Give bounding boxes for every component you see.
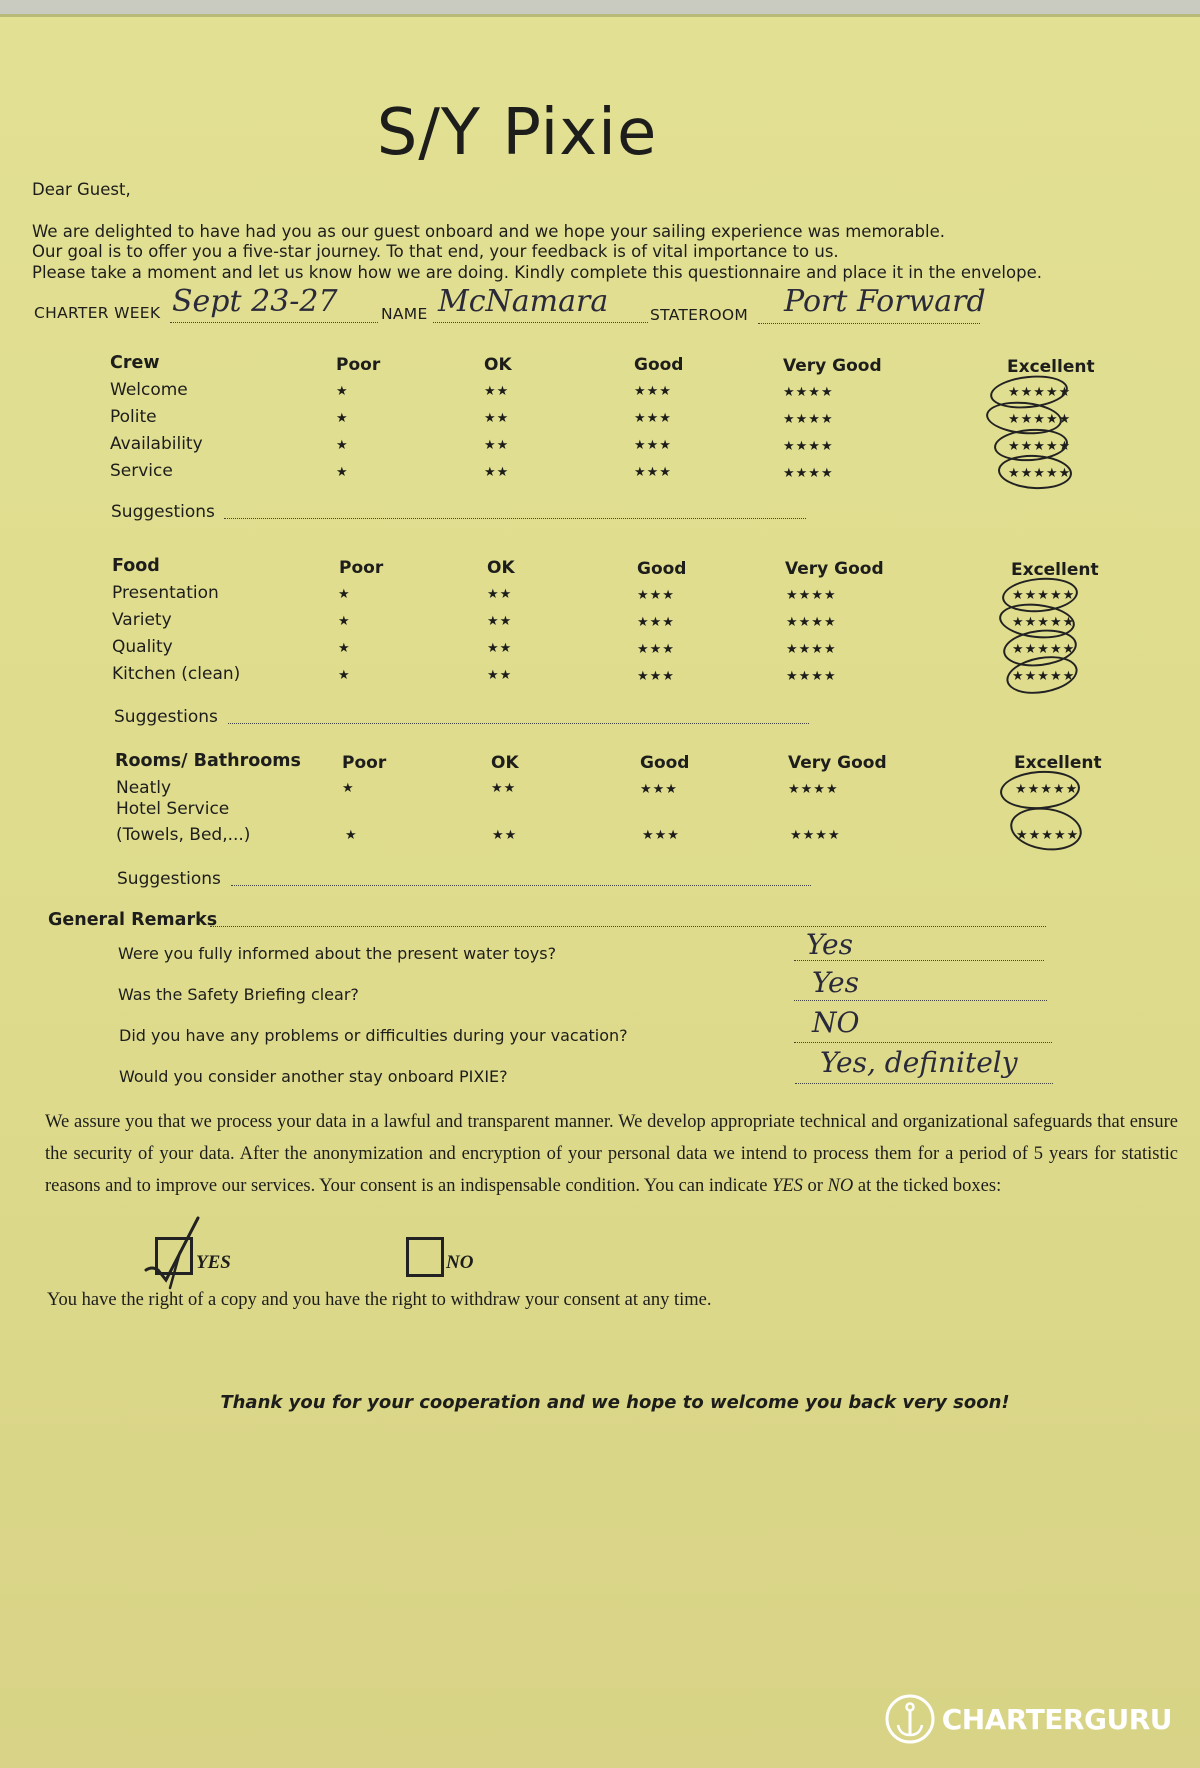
rooms-col-very-good: Very Good — [788, 753, 887, 773]
rating-stars: ★★★ — [637, 588, 675, 603]
food-col-very-good: Very Good — [785, 559, 884, 579]
rating-stars: ★★ — [492, 828, 518, 843]
privacy-text: We assure you that we process your data in a lawful and transparent manner. We develop appropriate technical and organizational safeguards that ensure the security of your data. After the anonymization and encryption of your personal data we intend to process them for a period of 5 years for statistic reasons and to improve our services. Your consent is an indispensable condition. You can indicate — [45, 1112, 1178, 1196]
rating-stars: ★★★★ — [783, 412, 834, 427]
rating-stars: ★★★★★ — [1012, 615, 1076, 630]
food-suggestions-label: Suggestions — [114, 707, 218, 727]
food-item: Presentation — [112, 583, 219, 603]
rating-stars: ★ — [336, 384, 349, 399]
rating-stars: ★★★★★ — [1015, 782, 1079, 797]
stateroom-label: STATEROOM — [650, 306, 749, 324]
rating-stars: ★★★★ — [786, 669, 837, 684]
rating-stars: ★★★★★ — [1012, 669, 1076, 684]
question: Were you fully informed about the present water toys? — [118, 944, 557, 963]
rating-stars: ★★★ — [634, 438, 672, 453]
rating-stars: ★ — [338, 668, 351, 683]
charter-week-value: Sept 23-27 — [172, 284, 338, 319]
rating-stars: ★★★★★ — [1016, 828, 1080, 843]
rating-stars: ★ — [336, 411, 349, 426]
rating-stars: ★★★★ — [786, 642, 837, 657]
crew-suggestions-line — [224, 518, 806, 519]
rating-stars: ★★ — [487, 641, 513, 656]
crew-col-poor: Poor — [336, 355, 381, 375]
rooms-header: Rooms/ Bathrooms — [115, 751, 301, 771]
rating-stars: ★★★ — [634, 384, 672, 399]
food-col-poor: Poor — [339, 558, 384, 578]
rating-stars: ★ — [345, 828, 358, 843]
rating-stars: ★★★ — [634, 465, 672, 480]
answer-handwritten: Yes, definitely — [820, 1046, 1018, 1079]
answer-handwritten: Yes — [812, 966, 859, 999]
rating-stars: ★ — [338, 614, 351, 629]
food-col-excellent: Excellent — [1011, 560, 1099, 580]
crew-item: Polite — [110, 407, 157, 427]
rooms-item: Hotel Service — [116, 799, 230, 819]
privacy-ticked-text: at the ticked boxes: — [853, 1176, 1002, 1196]
rooms-item: (Towels, Bed,...) — [116, 825, 251, 845]
rating-stars: ★★★ — [637, 642, 675, 657]
general-remarks-line — [210, 926, 1046, 927]
rating-stars: ★★★★ — [783, 439, 834, 454]
rating-stars: ★ — [336, 438, 349, 453]
rating-stars: ★ — [338, 641, 351, 656]
rating-stars: ★★★★ — [788, 782, 839, 797]
rating-stars: ★★ — [487, 614, 513, 629]
crew-col-very-good: Very Good — [783, 356, 882, 376]
anchor-logo-icon — [884, 1693, 936, 1745]
food-item: Kitchen (clean) — [112, 664, 241, 684]
rating-stars: ★ — [338, 587, 351, 602]
charter-week-line — [170, 322, 378, 323]
name-line — [433, 322, 648, 323]
rating-stars: ★★★ — [642, 828, 680, 843]
name-value: McNamara — [438, 284, 609, 319]
rating-stars: ★★★★★ — [1008, 385, 1072, 400]
rating-stars: ★★★★★ — [1008, 466, 1072, 481]
rating-stars: ★★ — [484, 411, 510, 426]
rooms-item: Neatly — [116, 778, 172, 798]
question: Did you have any problems or difficulties during your vacation? — [119, 1026, 628, 1045]
rating-stars: ★★★ — [637, 669, 675, 684]
crew-item: Welcome — [110, 380, 188, 400]
rating-stars: ★★★★ — [783, 385, 834, 400]
crew-header: Crew — [110, 353, 160, 373]
rating-stars: ★ — [336, 465, 349, 480]
rating-stars: ★★ — [491, 781, 517, 796]
intro-line-3: Please take a moment and let us know how we are doing. Kindly complete this questionnaire and place it in the envelope. — [32, 263, 1042, 282]
stateroom-value: Port Forward — [784, 284, 986, 319]
consent-no-checkbox[interactable] — [406, 1237, 444, 1277]
rooms-col-good: Good — [640, 753, 690, 773]
rating-stars: ★★ — [487, 587, 513, 602]
form-title: S/Y Pixie — [376, 96, 658, 170]
rating-stars: ★★★★ — [790, 828, 841, 843]
charter-week-label: CHARTER WEEK — [34, 304, 161, 322]
rooms-col-ok: OK — [491, 753, 519, 773]
crew-col-ok: OK — [484, 355, 512, 375]
rooms-suggestions-line — [231, 885, 811, 886]
crew-item: Service — [110, 461, 173, 481]
answer-line — [795, 1083, 1053, 1084]
question: Would you consider another stay onboard PIXIE? — [119, 1067, 508, 1086]
rating-stars: ★★★★★ — [1012, 642, 1076, 657]
greeting: Dear Guest, — [32, 180, 131, 199]
rating-stars: ★★★★★ — [1012, 588, 1076, 603]
food-item: Variety — [112, 610, 172, 630]
privacy-rights-text: You have the right of a copy and you have the right to withdraw your consent at any time. — [47, 1290, 712, 1310]
rating-stars: ★ — [342, 781, 355, 796]
watermark-text: CHARTERGURU — [941, 1702, 1172, 1736]
crew-suggestions-label: Suggestions — [111, 502, 215, 522]
rooms-suggestions-label: Suggestions — [117, 869, 221, 889]
stateroom-line — [758, 323, 980, 324]
privacy-or-word: or — [802, 1176, 828, 1196]
rooms-col-poor: Poor — [342, 753, 387, 773]
rating-stars: ★★★★★ — [1008, 439, 1072, 454]
rating-stars: ★★★★★ — [1008, 412, 1072, 427]
rating-stars: ★★ — [484, 384, 510, 399]
rating-stars: ★★ — [484, 465, 510, 480]
privacy-no-word: NO — [827, 1176, 854, 1196]
question: Was the Safety Briefing clear? — [118, 985, 359, 1004]
food-col-good: Good — [637, 559, 687, 579]
intro-line-2: Our goal is to offer you a five-star journey. To that end, your feedback is of vital importance to us. — [32, 242, 839, 261]
thank-you-message: Thank you for your cooperation and we hope to welcome you back very soon! — [220, 1392, 1010, 1413]
rating-stars: ★★★★ — [786, 615, 837, 630]
rooms-col-excellent: Excellent — [1014, 753, 1102, 773]
rating-stars: ★★★★ — [783, 466, 834, 481]
rating-stars: ★★★★ — [786, 588, 837, 603]
answer-line — [794, 1000, 1047, 1001]
crew-col-excellent: Excellent — [1007, 357, 1095, 377]
scan-top-edge — [0, 0, 1200, 14]
answer-line — [794, 1042, 1052, 1043]
crew-col-good: Good — [634, 355, 684, 375]
food-header: Food — [112, 556, 160, 576]
chartergurru-watermark — [884, 1693, 1172, 1745]
food-item: Quality — [112, 637, 173, 657]
intro-line-1: We are delighted to have had you as our guest onboard and we hope your sailing experience was memorable. — [32, 222, 945, 241]
food-col-ok: OK — [487, 558, 515, 578]
name-label: NAME — [381, 305, 428, 323]
rating-stars: ★★ — [487, 668, 513, 683]
answer-handwritten: Yes — [806, 928, 853, 961]
privacy-yes-word: YES — [772, 1176, 803, 1196]
general-remarks-label: General Remarks — [48, 910, 218, 930]
rating-stars: ★★★ — [637, 615, 675, 630]
consent-yes-label: YES — [196, 1252, 231, 1273]
consent-no-label: NO — [446, 1252, 474, 1273]
rating-stars: ★★★ — [634, 411, 672, 426]
rating-stars: ★★★ — [640, 782, 678, 797]
privacy-paragraph — [45, 1106, 1178, 1202]
rating-stars: ★★ — [484, 438, 510, 453]
crew-item: Availability — [110, 434, 203, 454]
answer-handwritten: NO — [812, 1006, 860, 1039]
food-suggestions-line — [228, 723, 809, 724]
